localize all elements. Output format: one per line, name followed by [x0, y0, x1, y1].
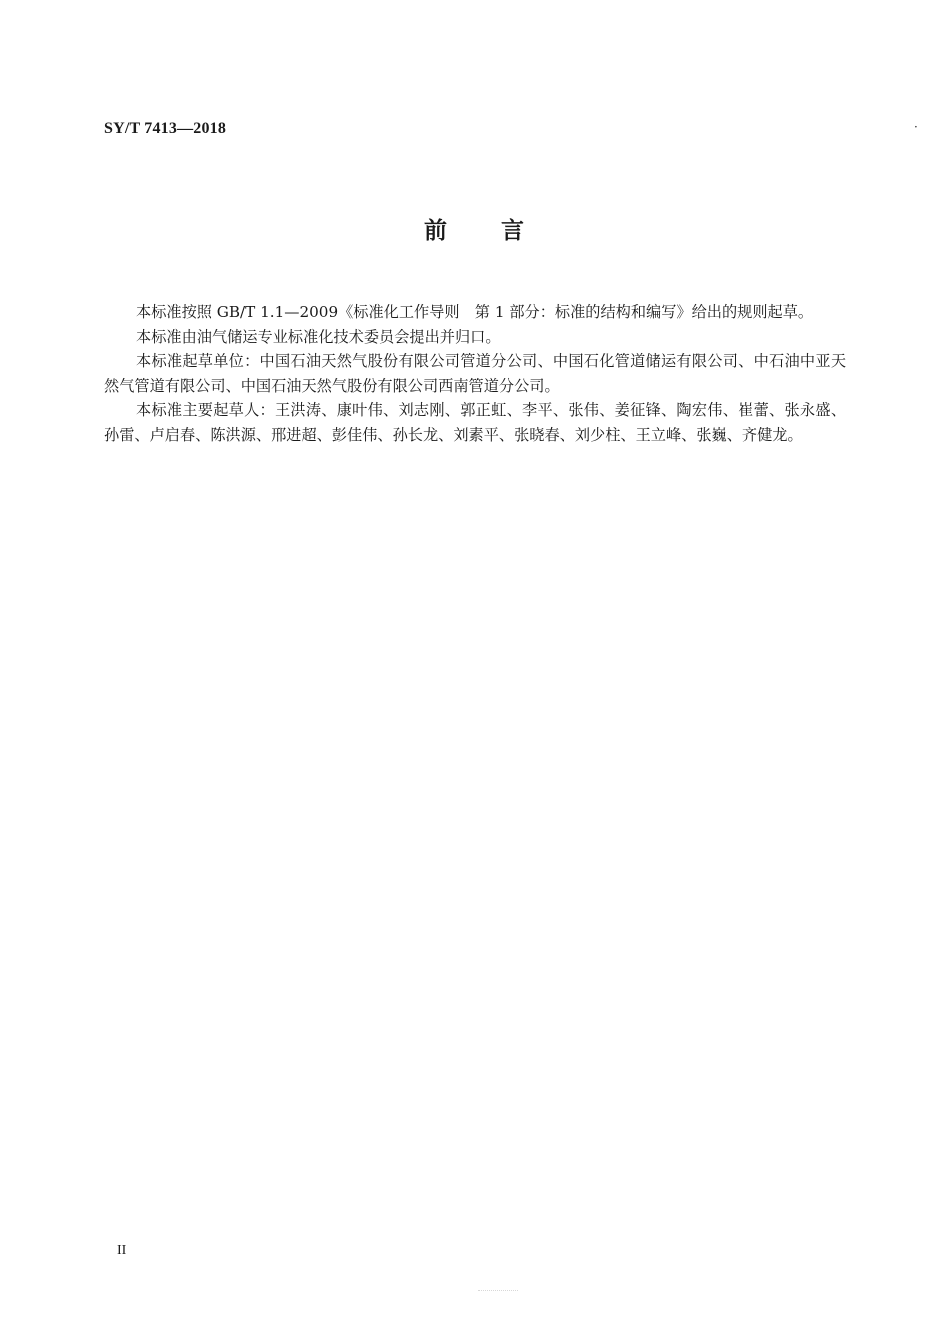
paragraph-drafting-rules: 本标准按照 GB/T 1.1—2009《标准化工作导则 第 1 部分：标准的结构和编写》给出的规则起草。 [136, 303, 814, 321]
title-char-1: 前 [424, 218, 449, 244]
footer-divider [478, 1290, 518, 1292]
title-char-2: 言 [501, 218, 526, 244]
paragraph-drafting-units: 本标准起草单位：中国石油天然气股份有限公司管道分公司、中国石化管道储运有限公司、中石油中亚天然气管道有限公司、中国石油天然气股份有限公司西南管道分公司。 [104, 352, 846, 395]
paragraph-proposer: 本标准由油气储运专业标准化技术委员会提出并归口。 [136, 327, 501, 346]
paragraph-drafters: 本标准主要起草人：王洪涛、康叶伟、刘志刚、郭正虹、李平、张伟、姜征锋、陶宏伟、崔蕾、张永盛、孙雷、卢启春、陈洪源、邢进超、彭佳伟、孙长龙、刘素平、张晓春、刘少柱、王立峰、张巍、齐健龙。 [104, 401, 846, 444]
page-title [0, 212, 950, 245]
foreword-body [104, 300, 846, 447]
page-number: II [117, 1243, 127, 1258]
standard-code: SY/T 7413—2018 [104, 120, 227, 137]
corner-mark: · [914, 120, 918, 134]
